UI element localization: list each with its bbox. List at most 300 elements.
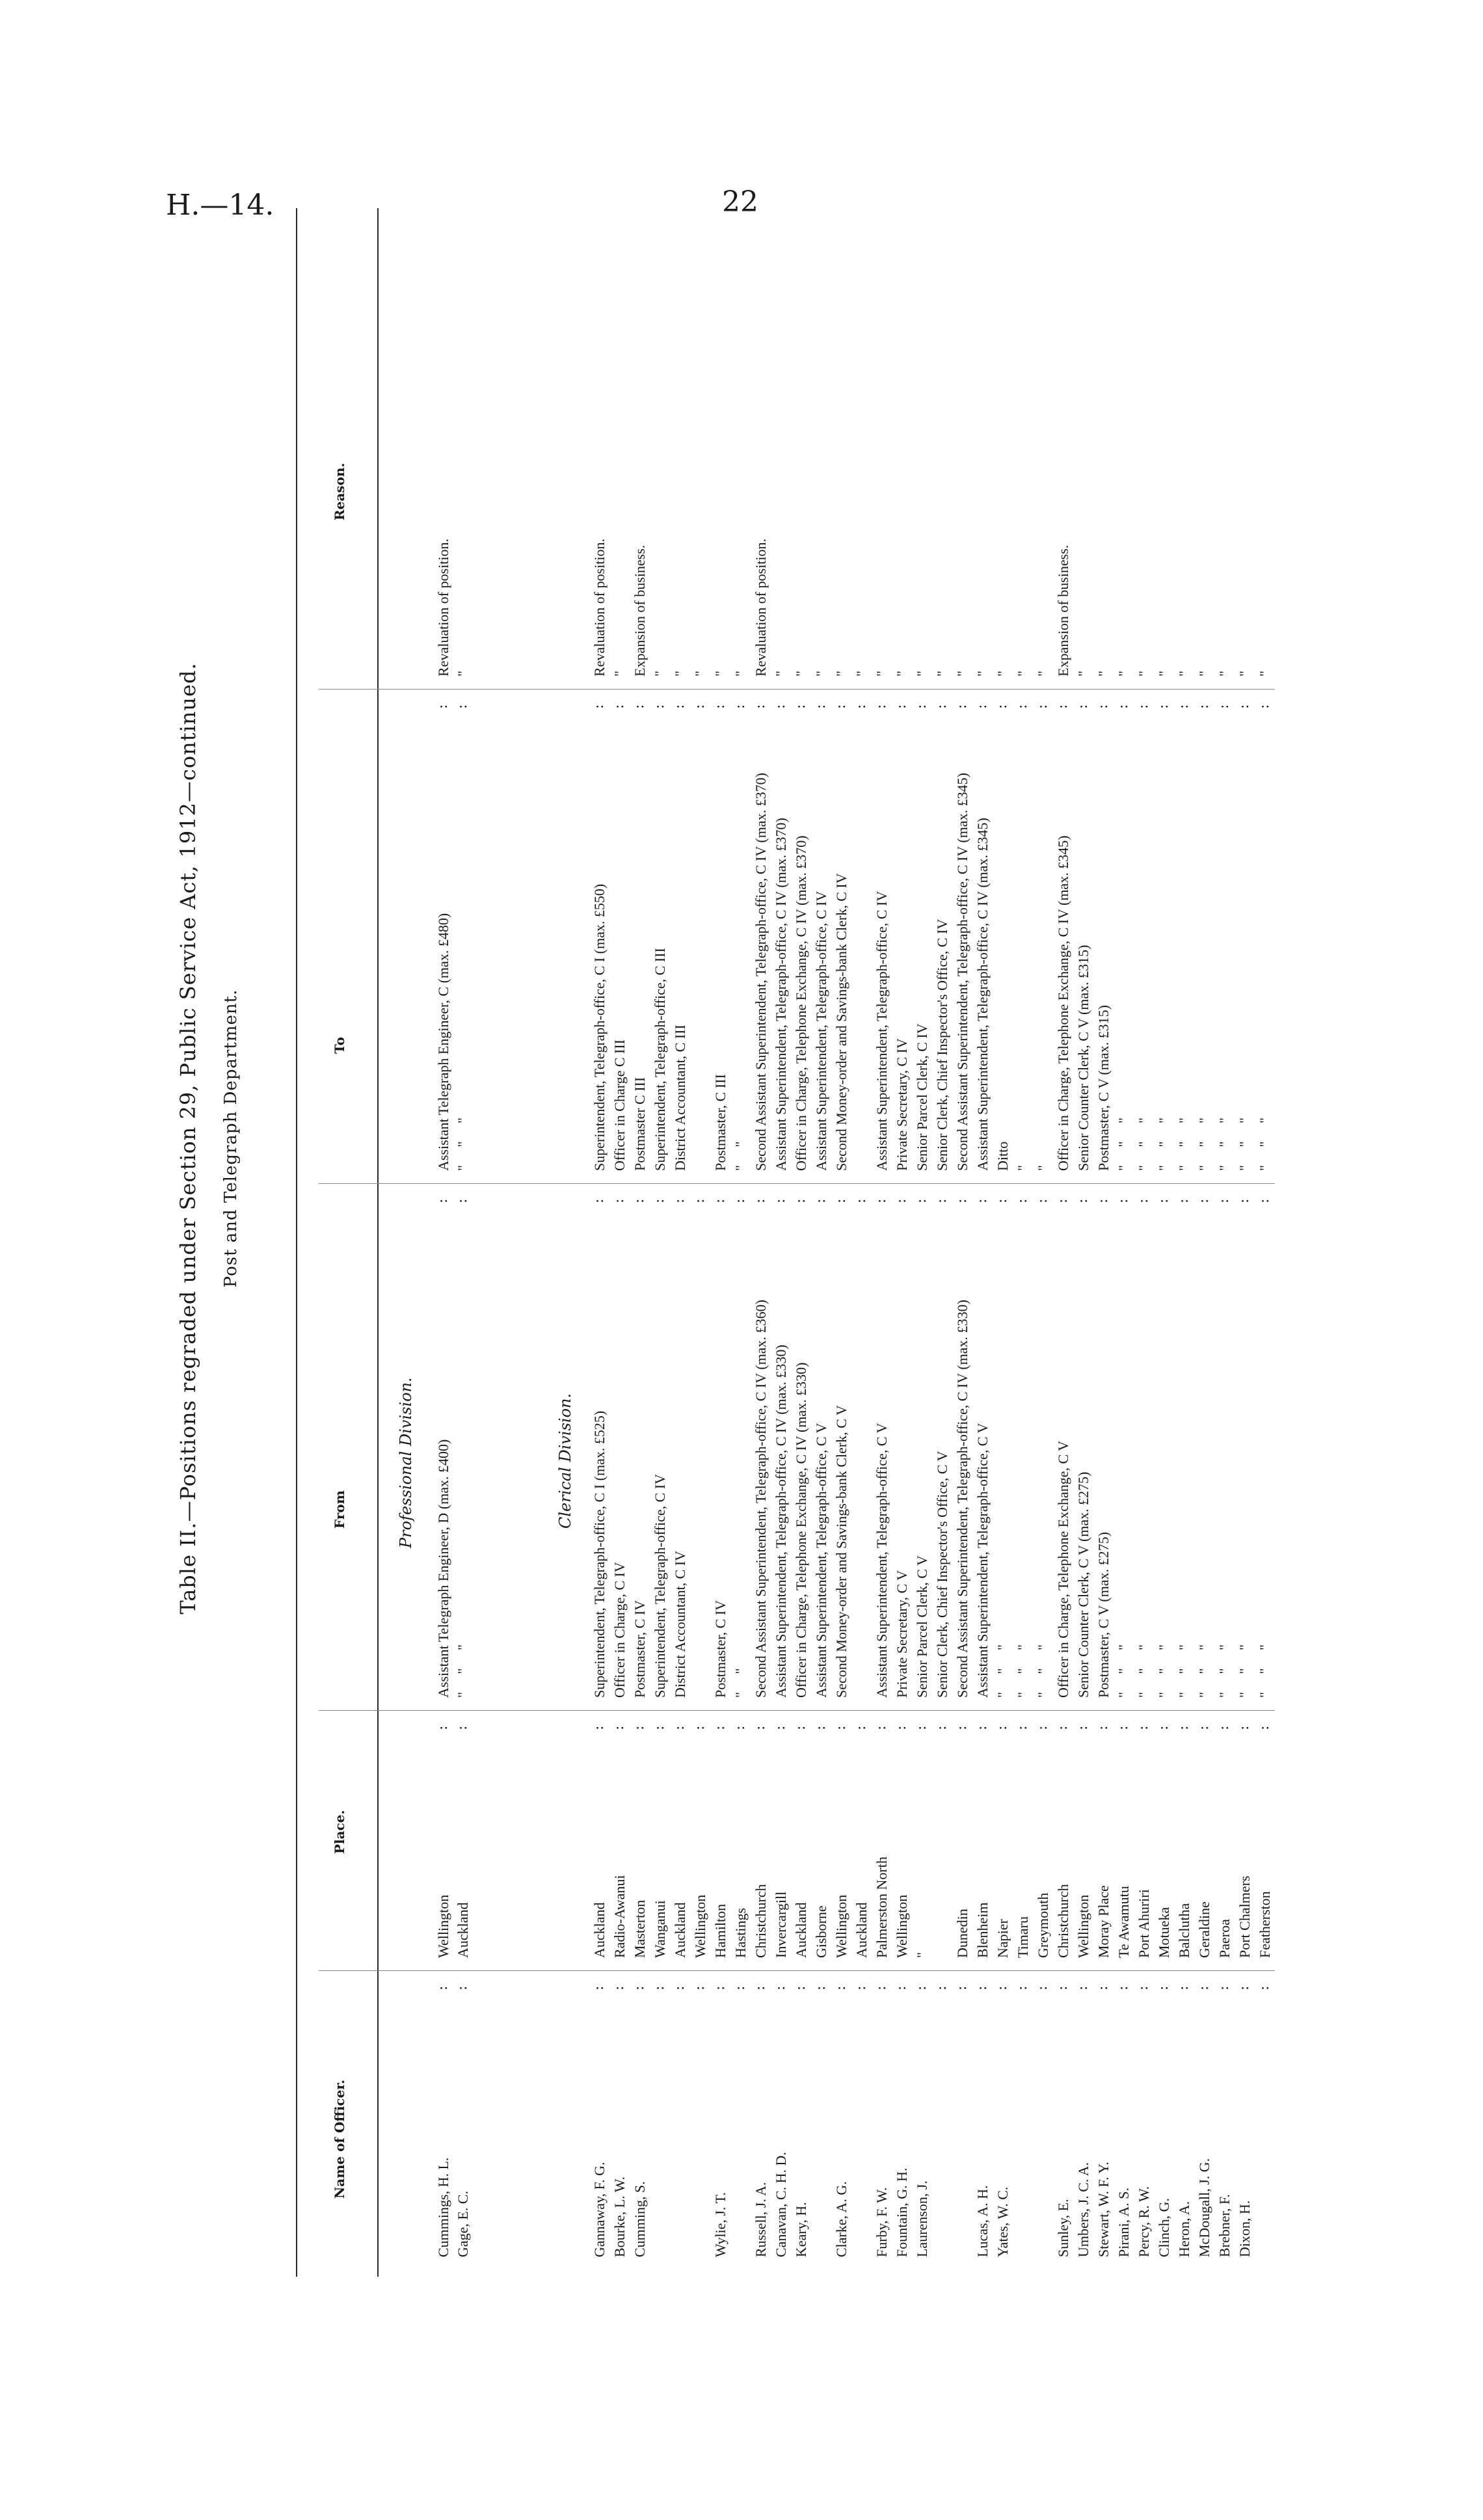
reason-cell: Expansion of business. (632, 544, 648, 677)
leader-dots: : (1155, 1721, 1171, 1730)
leader-dots: : (434, 1981, 451, 1991)
place-cell: Masterton (632, 1899, 648, 1958)
place-cell: Te Awamutu (1116, 1886, 1132, 1958)
leader-dots: : (812, 700, 829, 709)
from-grade-cell: Officer in Charge, Telephone Exchange, C V (1055, 1440, 1071, 1698)
column-divider (319, 1183, 1275, 1184)
from-grade-cell: Officer in Charge, Telephone Exchange, C IV (max. £330) (793, 1362, 809, 1698)
place-cell: Balclutha (1176, 1903, 1192, 1958)
from-grade-cell: " " " (1176, 1644, 1192, 1698)
leader-dots: : (1256, 1194, 1272, 1203)
leader-dots: : (812, 1194, 829, 1203)
place-cell: Christchurch (753, 1884, 769, 1958)
leader-dots: : (772, 1721, 788, 1730)
leader-dots: : (1135, 1721, 1151, 1730)
clerical-division-label: Clerical Division. (556, 1393, 574, 1529)
officer-name-cell: Percy, R. W. (1136, 2186, 1152, 2257)
page-number: 22 (722, 185, 758, 219)
leader-dots: : (1034, 700, 1050, 709)
leader-dots: : (454, 1721, 470, 1730)
leader-dots: : (651, 1981, 667, 1991)
to-grade-cell: Officer in Charge C III (611, 1039, 628, 1171)
from-grade-cell: Second Money-order and Savings-bank Clerk, C V (833, 1405, 849, 1698)
leader-dots: : (1054, 1721, 1071, 1730)
leader-dots: : (1014, 700, 1030, 709)
officer-name-cell: Russell, J. A. (753, 2182, 769, 2257)
department-heading: Post and Telegraph Department. (221, 989, 241, 1288)
officer-name-cell: Gage, E. C. (455, 2190, 471, 2257)
leader-dots: : (1256, 700, 1272, 709)
leader-dots: : (1155, 1194, 1171, 1203)
reason-cell: " (455, 671, 471, 677)
leader-dots: : (833, 1981, 849, 1991)
to-grade-cell: " " " (1136, 1118, 1152, 1171)
from-grade-cell: Assistant Telegraph Engineer, D (max. £400) (435, 1439, 451, 1698)
from-grade-cell: Officer in Charge, C IV (611, 1562, 628, 1698)
from-grade-cell: " " " (1216, 1644, 1233, 1698)
leader-dots: : (1095, 1721, 1111, 1730)
from-grade-cell: Private Secretary, C V (894, 1570, 910, 1698)
officer-name-cell: Laurenson, J. (914, 2180, 930, 2257)
leader-dots: : (853, 1194, 869, 1203)
place-cell: Port Chalmers (1236, 1875, 1253, 1958)
officer-name-cell: Wylie, J. T. (712, 2192, 728, 2257)
from-grade-cell: Assistant Superintendent, Telegraph-office, C V (974, 1423, 991, 1698)
leader-dots: : (691, 700, 708, 709)
officer-name-cell: Heron, A. (1176, 2201, 1192, 2257)
officer-name-cell: Furby, F. W. (874, 2187, 890, 2257)
leader-dots: : (994, 1721, 1010, 1730)
from-grade-cell: Postmaster, C V (max. £275) (1095, 1532, 1112, 1698)
officer-name-cell: Sunley, E. (1055, 2199, 1071, 2257)
officer-name-cell: Stewart, W. F. Y. (1095, 2162, 1112, 2257)
to-grade-cell: Assistant Superintendent, Telegraph-office, C IV (874, 891, 890, 1171)
leader-dots: : (434, 1194, 451, 1203)
to-grade-cell: Second Assistant Superintendent, Telegraph-office, C IV (max. £345) (954, 773, 970, 1171)
leader-dots: : (772, 700, 788, 709)
place-cell: Auckland (591, 1902, 608, 1958)
leader-dots: : (792, 700, 808, 709)
leader-dots: : (873, 700, 889, 709)
leader-dots: : (974, 700, 990, 709)
leader-dots: : (933, 1194, 950, 1203)
leader-dots: : (853, 700, 869, 709)
leader-dots: : (691, 1981, 708, 1991)
leader-dots: : (812, 1981, 829, 1991)
leader-dots: : (1054, 700, 1071, 709)
leader-dots: : (1216, 1981, 1232, 1991)
leader-dots: : (712, 1981, 728, 1991)
officer-name-cell: Cummings, H. L. (435, 2157, 451, 2257)
leader-dots: : (792, 1194, 808, 1203)
leader-dots: : (591, 700, 607, 709)
leader-dots: : (1256, 1981, 1272, 1991)
to-grade-cell: " " " (455, 1118, 471, 1171)
officer-name-cell: Clinch, G. (1156, 2197, 1172, 2257)
leader-dots: : (1196, 1194, 1212, 1203)
leader-dots: : (1115, 1981, 1131, 1991)
leader-dots: : (1216, 1721, 1232, 1730)
from-grade-cell: Second Assistant Superintendent, Telegraph-office, C IV (max. £360) (753, 1300, 769, 1698)
leader-dots: : (631, 1721, 647, 1730)
leader-dots: : (833, 1721, 849, 1730)
from-grade-cell: " " " (995, 1644, 1011, 1698)
from-grade-cell: Second Assistant Superintendent, Telegraph-office, C IV (max. £330) (954, 1300, 970, 1698)
reason-cell: " (1196, 671, 1212, 677)
from-grade-cell: Postmaster, C IV (712, 1600, 728, 1698)
to-grade-cell: Officer in Charge, Telephone Exchange, C IV (max. £345) (1055, 835, 1071, 1171)
from-grade-cell: Superintendent, Telegraph-office, C IV (652, 1473, 668, 1698)
place-cell: Auckland (793, 1902, 809, 1958)
leader-dots: : (893, 1981, 909, 1991)
leader-dots: : (1034, 1194, 1050, 1203)
place-cell: Port Ahuriri (1136, 1889, 1152, 1958)
place-cell: Wellington (833, 1894, 849, 1958)
leader-dots: : (933, 1721, 950, 1730)
from-grade-cell: " " " (1015, 1644, 1031, 1698)
reason-cell: " (833, 671, 849, 677)
place-cell: Auckland (853, 1902, 870, 1958)
leader-dots: : (853, 1981, 869, 1991)
reason-cell: Expansion of business. (1055, 544, 1071, 677)
to-grade-cell: " (1035, 1165, 1051, 1171)
place-cell: Invercargill (773, 1891, 789, 1958)
leader-dots: : (671, 1981, 688, 1991)
place-cell: Dunedin (954, 1909, 970, 1958)
reason-cell: " (954, 671, 970, 677)
leader-dots: : (1175, 700, 1192, 709)
reason-cell: " (974, 671, 991, 677)
leader-dots: : (651, 1194, 667, 1203)
leader-dots: : (873, 1721, 889, 1730)
leader-dots: : (833, 700, 849, 709)
leader-dots: : (893, 1721, 909, 1730)
leader-dots: : (631, 700, 647, 709)
to-grade-cell: Superintendent, Telegraph-office, C I (max. £550) (591, 883, 608, 1171)
place-cell: Radio-Awanui (611, 1875, 628, 1958)
reason-cell: " (611, 671, 628, 677)
from-grade-cell: Postmaster, C IV (632, 1600, 648, 1698)
reason-cell: " (712, 671, 728, 677)
leader-dots: : (792, 1721, 808, 1730)
from-grade-cell: Senior Clerk, Chief Inspector's Office, C V (934, 1451, 950, 1698)
place-cell: Wellington (435, 1894, 451, 1958)
place-cell: " (914, 1952, 930, 1958)
leader-dots: : (631, 1194, 647, 1203)
to-grade-cell: " " " (1257, 1118, 1273, 1171)
leader-dots: : (1196, 1721, 1212, 1730)
leader-dots: : (1095, 700, 1111, 709)
place-cell: Napier (995, 1919, 1011, 1958)
to-grade-cell: Assistant Superintendent, Telegraph-office, C IV (max. £345) (974, 818, 991, 1171)
leader-dots: : (893, 1194, 909, 1203)
leader-dots: : (752, 700, 768, 709)
column-divider (319, 1710, 1275, 1711)
to-grade-cell: District Accountant, C III (672, 1025, 688, 1171)
leader-dots: : (974, 1721, 990, 1730)
leader-dots: : (671, 700, 688, 709)
reason-cell: " (793, 671, 809, 677)
leader-dots: : (913, 1721, 929, 1730)
officer-name-cell: Clarke, A. G. (833, 2181, 849, 2257)
leader-dots: : (752, 1721, 768, 1730)
leader-dots: : (954, 1981, 970, 1991)
reason-cell: Revaluation of position. (753, 538, 769, 677)
leader-dots: : (1014, 1194, 1030, 1203)
from-grade-cell: Assistant Superintendent, Telegraph-office, C V (874, 1423, 890, 1698)
from-grade-cell: Senior Counter Clerk, C V (max. £275) (1075, 1471, 1091, 1698)
place-cell: Timaru (1015, 1916, 1031, 1958)
from-grade-cell: Assistant Superintendent, Telegraph-office, C IV (max. £330) (773, 1345, 789, 1698)
to-grade-cell: " " (732, 1141, 749, 1171)
leader-dots: : (792, 1981, 808, 1991)
table-title: Table II.—Positions regraded under Section 29, Public Service Act, 1912—continued. (176, 662, 200, 1615)
reason-cell: " (1176, 671, 1192, 677)
to-grade-cell: Assistant Telegraph Engineer, C (max. £480) (435, 913, 451, 1171)
leader-dots: : (1095, 1981, 1111, 1991)
header-top-rule (296, 208, 297, 2277)
place-cell: Greymouth (1035, 1892, 1051, 1958)
leader-dots: : (1196, 700, 1212, 709)
place-cell: Moray Place (1095, 1885, 1112, 1958)
leader-dots: : (611, 1721, 627, 1730)
column-header-reason: Reason. (332, 462, 347, 520)
document-reference: H.—14. (166, 189, 274, 222)
leader-dots: : (873, 1981, 889, 1991)
leader-dots: : (1034, 1721, 1050, 1730)
leader-dots: : (732, 1721, 748, 1730)
reason-cell: " (934, 671, 950, 677)
reason-cell: " (1015, 671, 1031, 677)
leader-dots: : (631, 1981, 647, 1991)
officer-name-cell: Fountain, G. H. (894, 2167, 910, 2257)
leader-dots: : (691, 1721, 708, 1730)
leader-dots: : (454, 1194, 470, 1203)
leader-dots: : (1196, 1981, 1212, 1991)
leader-dots: : (812, 1721, 829, 1730)
leader-dots: : (772, 1194, 788, 1203)
leader-dots: : (752, 1981, 768, 1991)
reason-cell: " (995, 671, 1011, 677)
from-grade-cell: Senior Parcel Clerk, C V (914, 1555, 930, 1698)
reason-cell: " (1257, 671, 1273, 677)
reason-cell: " (813, 671, 829, 677)
to-grade-cell: Postmaster, C III (712, 1074, 728, 1171)
leader-dots: : (712, 1721, 728, 1730)
leader-dots: : (994, 700, 1010, 709)
leader-dots: : (994, 1194, 1010, 1203)
leader-dots: : (1155, 700, 1171, 709)
to-grade-cell: " " " (1236, 1118, 1253, 1171)
column-header-place: Place. (332, 1810, 347, 1854)
place-cell: Wellington (692, 1894, 708, 1958)
leader-dots: : (1216, 700, 1232, 709)
leader-dots: : (591, 1981, 607, 1991)
officer-name-cell: Lucas, A. H. (974, 2185, 991, 2257)
to-grade-cell: Postmaster, C V (max. £315) (1095, 1005, 1112, 1171)
leader-dots: : (1135, 1194, 1151, 1203)
officer-name-cell: Keary, H. (793, 2202, 809, 2257)
leader-dots: : (954, 700, 970, 709)
leader-dots: : (434, 700, 451, 709)
leader-dots: : (1236, 1194, 1252, 1203)
from-grade-cell: Superintendent, Telegraph-office, C I (max. £525) (591, 1410, 608, 1698)
leader-dots: : (933, 1981, 950, 1991)
reason-cell: Revaluation of position. (591, 538, 608, 677)
to-grade-cell: " " " (1176, 1118, 1192, 1171)
leader-dots: : (1175, 1194, 1192, 1203)
to-grade-cell: Private Secretary, C IV (894, 1038, 910, 1171)
leader-dots: : (752, 1194, 768, 1203)
leader-dots: : (974, 1981, 990, 1991)
from-grade-cell: " " " (1257, 1644, 1273, 1698)
column-header-name: Name of Officer. (332, 2080, 347, 2199)
leader-dots: : (974, 1194, 990, 1203)
place-cell: Auckland (455, 1902, 471, 1958)
place-cell: Hamilton (712, 1903, 728, 1958)
to-grade-cell: Senior Parcel Clerk, C IV (914, 1023, 930, 1171)
place-cell: Hastings (732, 1908, 749, 1958)
reason-cell: " (692, 671, 708, 677)
leader-dots: : (712, 1194, 728, 1203)
leader-dots: : (994, 1981, 1010, 1991)
column-divider (319, 689, 1275, 690)
leader-dots: : (651, 1721, 667, 1730)
leader-dots: : (671, 1721, 688, 1730)
to-grade-cell: " (1015, 1165, 1031, 1171)
reason-cell: " (672, 671, 688, 677)
from-grade-cell: " " " (1156, 1644, 1172, 1698)
leader-dots: : (1095, 1194, 1111, 1203)
leader-dots: : (1155, 1981, 1171, 1991)
reason-cell: " (1216, 671, 1233, 677)
leader-dots: : (1014, 1721, 1030, 1730)
from-grade-cell: " " " (1236, 1644, 1253, 1698)
place-cell: Gisborne (813, 1905, 829, 1958)
leader-dots: : (611, 1194, 627, 1203)
reason-cell: " (853, 671, 870, 677)
officer-name-cell: Cumming, S. (632, 2181, 648, 2257)
leader-dots: : (1135, 1981, 1151, 1991)
to-grade-cell: Senior Clerk, Chief Inspector's Office, C IV (934, 918, 950, 1171)
to-grade-cell: " " " (1156, 1118, 1172, 1171)
from-grade-cell: " " " (1136, 1644, 1152, 1698)
reason-cell: " (1095, 671, 1112, 677)
leader-dots: : (1075, 700, 1091, 709)
officer-name-cell: Dixon, H. (1236, 2200, 1253, 2257)
leader-dots: : (913, 1981, 929, 1991)
leader-dots: : (1075, 1194, 1091, 1203)
reason-cell: Revaluation of position. (435, 538, 451, 677)
leader-dots: : (671, 1194, 688, 1203)
officer-name-cell: Canavan, C. H. D. (773, 2152, 789, 2257)
header-bottom-rule (377, 208, 379, 2277)
leader-dots: : (1115, 1194, 1131, 1203)
place-cell: Wanganui (652, 1900, 668, 1958)
from-grade-cell: Assistant Superintendent, Telegraph-office, C V (813, 1423, 829, 1698)
leader-dots: : (1014, 1981, 1030, 1991)
leader-dots: : (591, 1721, 607, 1730)
reason-cell: " (1116, 671, 1132, 677)
reason-cell: " (732, 671, 749, 677)
reason-cell: " (1035, 671, 1051, 677)
rotated-table-page (163, 0, 1301, 2277)
leader-dots: : (1115, 700, 1131, 709)
leader-dots: : (1034, 1981, 1050, 1991)
leader-dots: : (732, 700, 748, 709)
leader-dots: : (611, 1981, 627, 1991)
leader-dots: : (933, 700, 950, 709)
reason-cell: " (874, 671, 890, 677)
to-grade-cell: Assistant Superintendent, Telegraph-office, C IV (813, 891, 829, 1171)
place-cell: Blenheim (974, 1902, 991, 1958)
place-cell: Wellington (1075, 1894, 1091, 1958)
leader-dots: : (1236, 1981, 1252, 1991)
to-grade-cell: Second Assistant Superintendent, Telegraph-office, C IV (max. £370) (753, 773, 769, 1171)
place-cell: Paeroa (1216, 1919, 1233, 1958)
officer-name-cell: McDougall, J. G. (1196, 2158, 1212, 2257)
leader-dots: : (1135, 700, 1151, 709)
professional-division-label: Professional Division. (397, 1377, 415, 1548)
place-cell: Motueka (1156, 1907, 1172, 1958)
reason-cell: " (773, 671, 789, 677)
to-grade-cell: Ditto (995, 1141, 1011, 1171)
officer-name-cell: Umbers, J. C. A. (1075, 2162, 1091, 2257)
leader-dots: : (732, 1981, 748, 1991)
leader-dots: : (853, 1721, 869, 1730)
place-cell: Featherston (1257, 1891, 1273, 1958)
column-header-to: To (332, 1037, 347, 1054)
to-grade-cell: Assistant Superintendent, Telegraph-office, C IV (max. £370) (773, 818, 789, 1171)
leader-dots: : (833, 1194, 849, 1203)
leader-dots: : (954, 1194, 970, 1203)
reason-cell: " (1136, 671, 1152, 677)
from-grade-cell: " " " (1116, 1644, 1132, 1698)
leader-dots: : (1054, 1194, 1071, 1203)
to-grade-cell: Senior Counter Clerk, C V (max. £315) (1075, 945, 1091, 1171)
leader-dots: : (1175, 1981, 1192, 1991)
leader-dots: : (913, 1194, 929, 1203)
column-divider (319, 1970, 1275, 1971)
reason-cell: " (1075, 671, 1091, 677)
reason-cell: " (894, 671, 910, 677)
officer-name-cell: Brebner, F. (1216, 2194, 1233, 2257)
leader-dots: : (893, 700, 909, 709)
leader-dots: : (732, 1194, 748, 1203)
leader-dots: : (1216, 1194, 1232, 1203)
from-grade-cell: District Accountant, C IV (672, 1550, 688, 1698)
from-grade-cell: " " " (455, 1644, 471, 1698)
leader-dots: : (454, 700, 470, 709)
reason-cell: " (652, 671, 668, 677)
to-grade-cell: Superintendent, Telegraph-office, C III (652, 948, 668, 1171)
officer-name-cell: Bourke, L. W. (611, 2176, 628, 2257)
leader-dots: : (954, 1721, 970, 1730)
to-grade-cell: Second Money-order and Savings-bank Clerk, C IV (833, 873, 849, 1171)
leader-dots: : (1054, 1981, 1071, 1991)
leader-dots: : (1075, 1721, 1091, 1730)
to-grade-cell: " " " (1216, 1118, 1233, 1171)
from-grade-cell: " " (732, 1668, 749, 1698)
leader-dots: : (1175, 1721, 1192, 1730)
leader-dots: : (1236, 700, 1252, 709)
officer-name-cell: Gannaway, F. G. (591, 2162, 608, 2257)
to-grade-cell: Postmaster C III (632, 1077, 648, 1171)
leader-dots: : (772, 1981, 788, 1991)
officer-name-cell: Yates, W. C. (995, 2186, 1011, 2257)
leader-dots: : (434, 1721, 451, 1730)
leader-dots: : (873, 1194, 889, 1203)
